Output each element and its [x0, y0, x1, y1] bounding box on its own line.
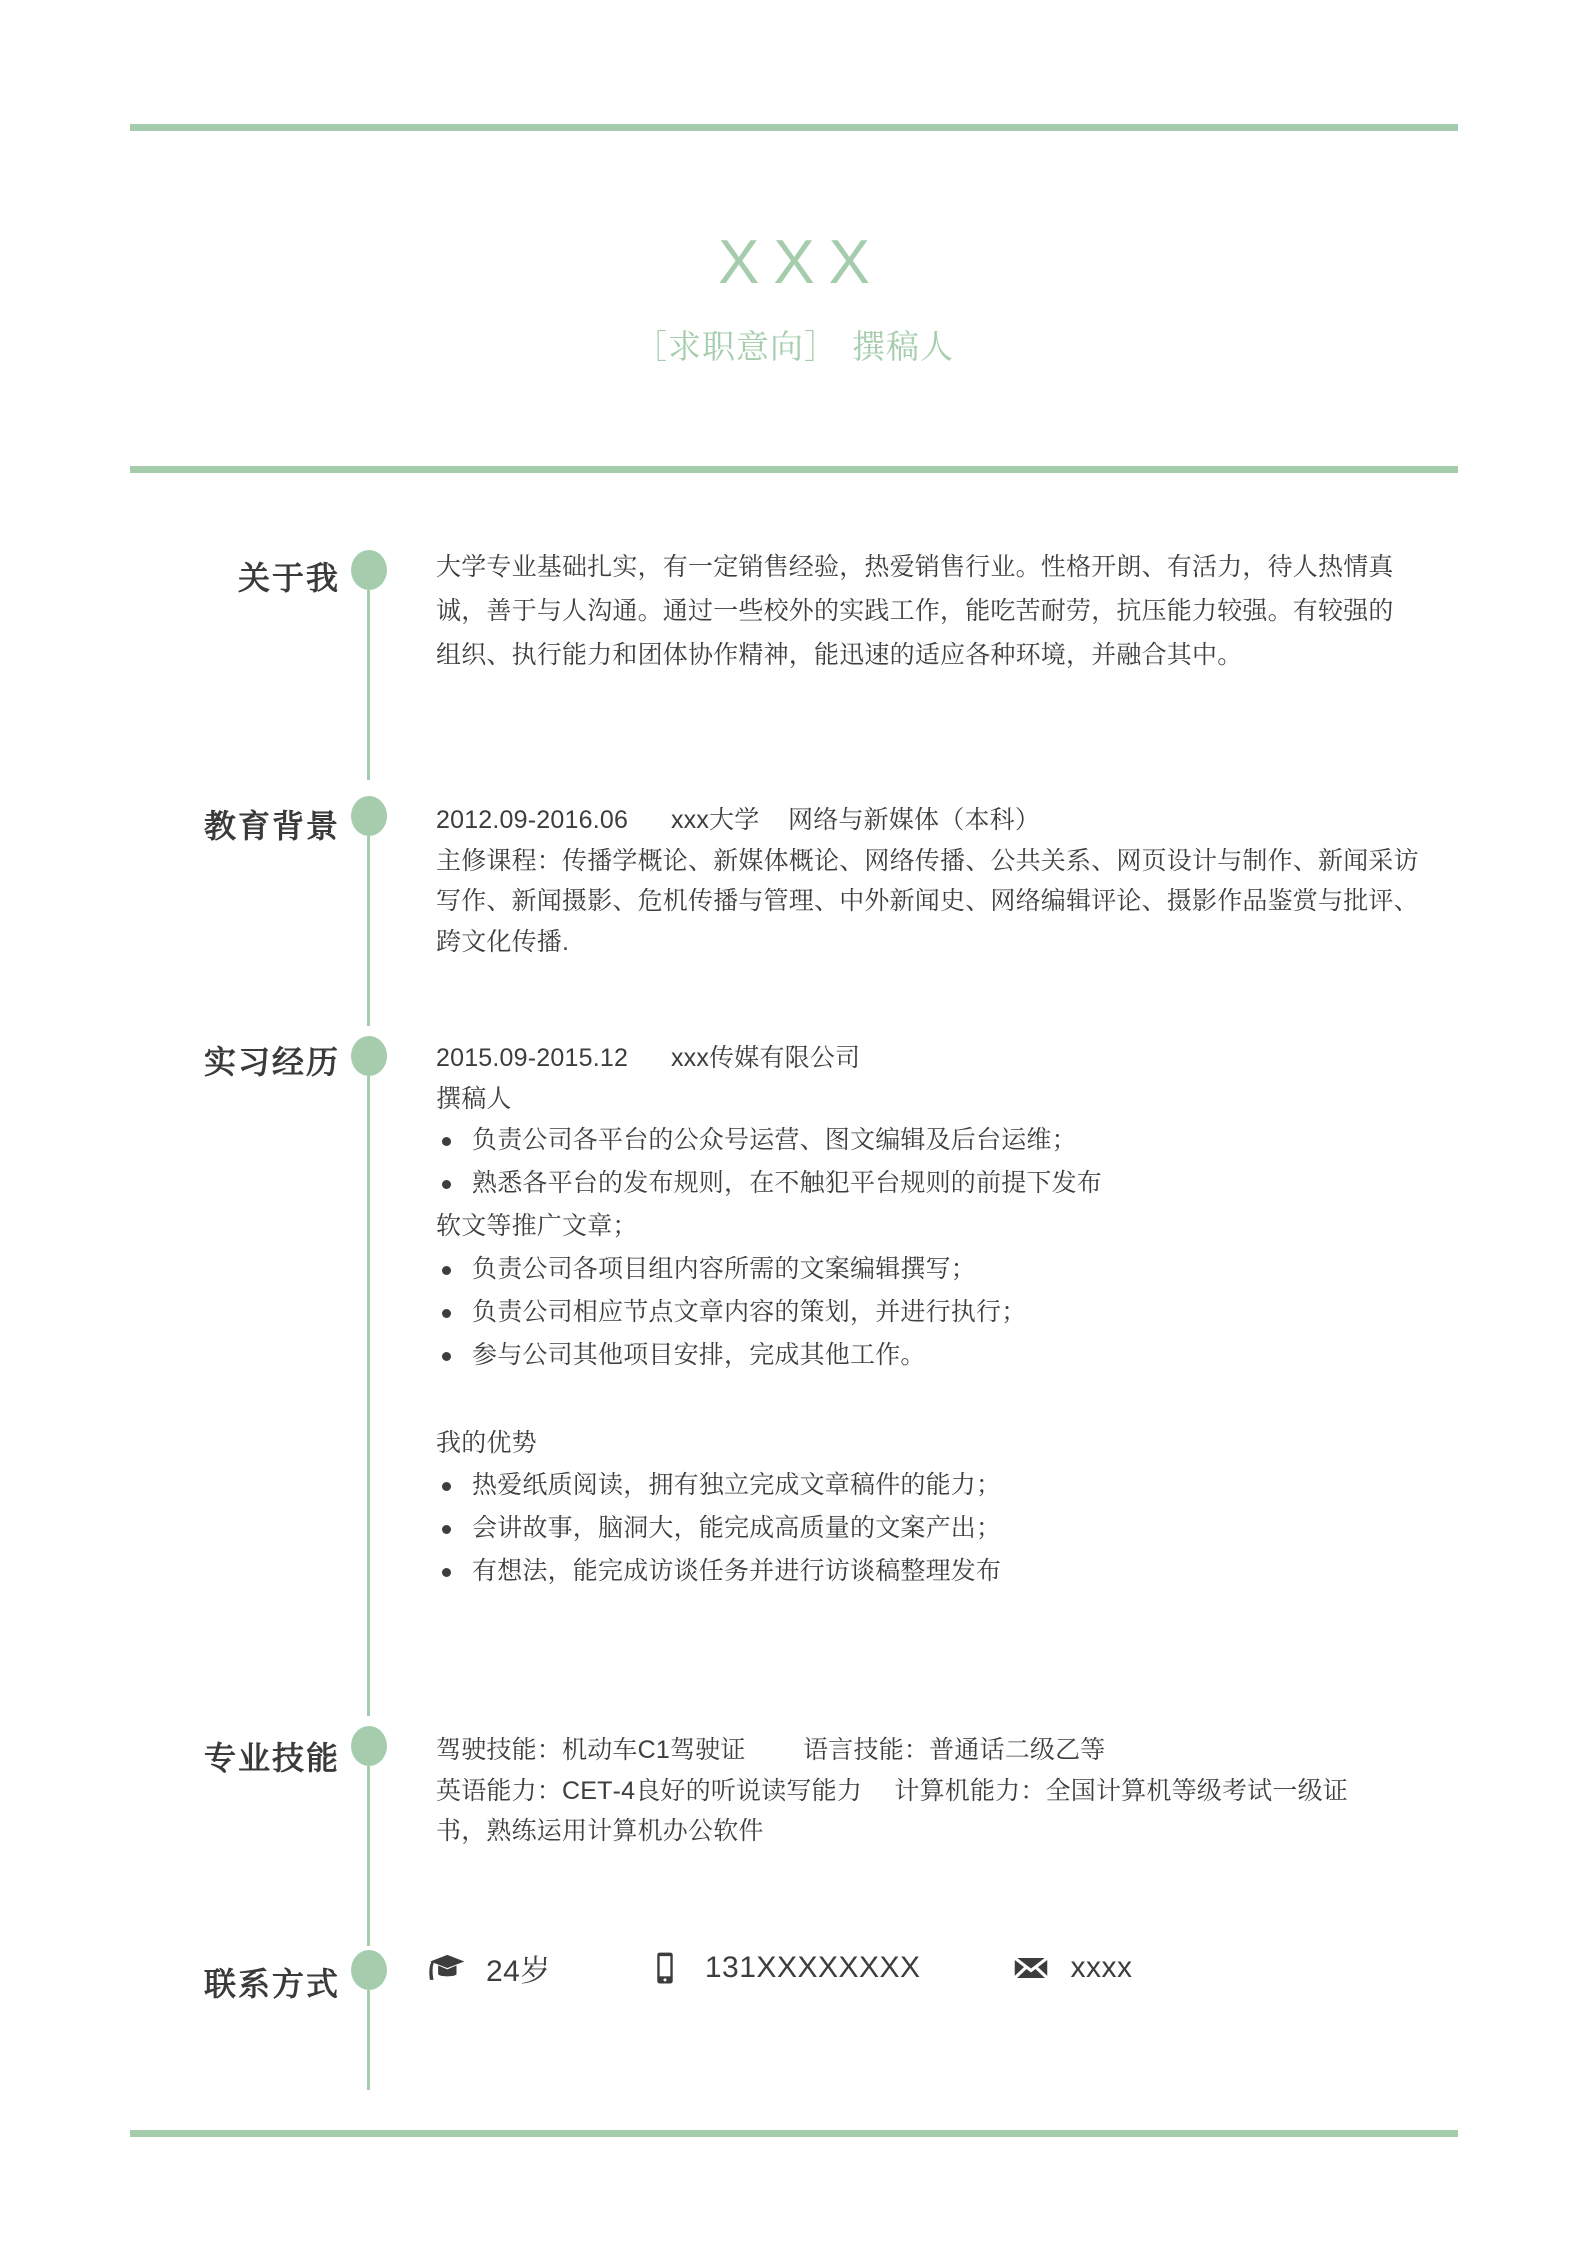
timeline-stem-internship [367, 1076, 370, 1716]
section-label-skills: 专业技能 [203, 1740, 340, 1776]
education-body [436, 800, 1426, 962]
job-objective-role: 撰稿人 [852, 328, 954, 366]
internship-headline [436, 1038, 1426, 1079]
section-label-contact: 联系方式 [203, 1966, 340, 2002]
header-divider [130, 466, 1458, 473]
job-objective-label: ［求职意向］ [634, 328, 838, 366]
internship-duty-list [436, 1119, 1426, 1377]
envelope-icon [1009, 1946, 1053, 1990]
job-objective [0, 321, 1588, 368]
list-item: 负责公司各平台的公众号运营、图文编辑及后台运维； [436, 1119, 1426, 1162]
education-courses: 主修课程：传播学概论、新媒体概论、网络传播、公共关系、网页设计与制作、新闻采访写作、新闻摄影、危机传播与管理、中外新闻史、网络编辑评论、摄影作品鉴赏与批评、跨文化传播. [436, 846, 1419, 956]
advantage-list [436, 1464, 1426, 1593]
education-headline [436, 800, 1426, 841]
education-period: 2012.09-2016.06 [436, 806, 629, 834]
internship-body [436, 1038, 1426, 1593]
advantage-title: 我的优势 [436, 1429, 537, 1457]
skills-body [436, 1730, 1386, 1852]
resume-header [0, 230, 1588, 368]
contact-phone-value: 131XXXXXXXX [704, 1951, 921, 1984]
list-item: 有想法，能完成访谈任务并进行访谈稿整理发布 [436, 1550, 1426, 1593]
skills-line-2: 英语能力：CET‑4良好的听说读写能力 计算机能力：全国计算机等级考试一级证书，熟练运用计算机办公软件 [436, 1776, 1348, 1845]
timeline-marker-about [351, 550, 387, 590]
mobile-phone-icon [643, 1946, 687, 1990]
list-item: 会讲故事，脑洞大，能完成高质量的文案产出； [436, 1507, 1426, 1550]
timeline-stem-about [367, 590, 370, 780]
list-item: 熟悉各平台的发布规则，在不触犯平台规则的前提下发布 [436, 1162, 1426, 1205]
list-item: 参与公司其他项目安排，完成其他工作。 [436, 1334, 1426, 1377]
internship-role: 撰稿人 [436, 1084, 512, 1113]
contact-age-value: 24岁 [486, 1955, 551, 1988]
candidate-name: XXX [717, 228, 885, 297]
timeline-marker-education [351, 796, 387, 836]
list-item: 负责公司相应节点文章内容的策划，并进行执行； [436, 1291, 1426, 1334]
contact-item-email [1009, 1946, 1133, 1990]
list-item: 热爱纸质阅读，拥有独立完成文章稿件的能力； [436, 1464, 1426, 1507]
bottom-divider [130, 2130, 1458, 2137]
education-school: xxx大学 [670, 806, 760, 834]
internship-period: 2015.09-2015.12 [436, 1044, 629, 1072]
top-divider [130, 124, 1458, 131]
contact-item-age [424, 1946, 551, 1990]
graduation-cap-icon [424, 1946, 468, 1990]
contact-item-phone [643, 1946, 921, 1990]
timeline-marker-contact [351, 1950, 387, 1990]
timeline-marker-skills [351, 1726, 387, 1766]
contact-list [424, 1946, 1133, 1990]
list-item: 负责公司各项目组内容所需的文案编辑撰写； [436, 1248, 1426, 1291]
list-item-continuation: 软文等推广文章； [436, 1212, 638, 1240]
contact-email-value: xxxx [1070, 1951, 1133, 1984]
section-label-about: 关于我 [237, 560, 340, 596]
timeline-stem-contact [367, 1990, 370, 2090]
section-label-internship: 实习经历 [203, 1044, 340, 1080]
section-label-education: 教育背景 [203, 808, 340, 844]
education-major: 网络与新媒体（本科） [788, 806, 1041, 834]
timeline-marker-internship [351, 1036, 387, 1076]
section-spacer [436, 1377, 1426, 1423]
timeline-stem-skills [367, 1766, 370, 1946]
about-text: 大学专业基础扎实，有一定销售经验，热爱销售行业。性格开朗、有活力，待人热情真诚，善于与人沟通。通过一些校外的实践工作，能吃苦耐劳，抗压能力较强。有较强的组织、执行能力和团体协作精神，能迅速的适应各种环境，并融合其中。 [436, 553, 1394, 669]
skills-line-1: 驾驶技能：机动车C1驾驶证 语言技能：普通话二级乙等 [436, 1736, 1106, 1764]
timeline-stem-education [367, 836, 370, 1026]
internship-company: xxx传媒有限公司 [670, 1044, 861, 1072]
